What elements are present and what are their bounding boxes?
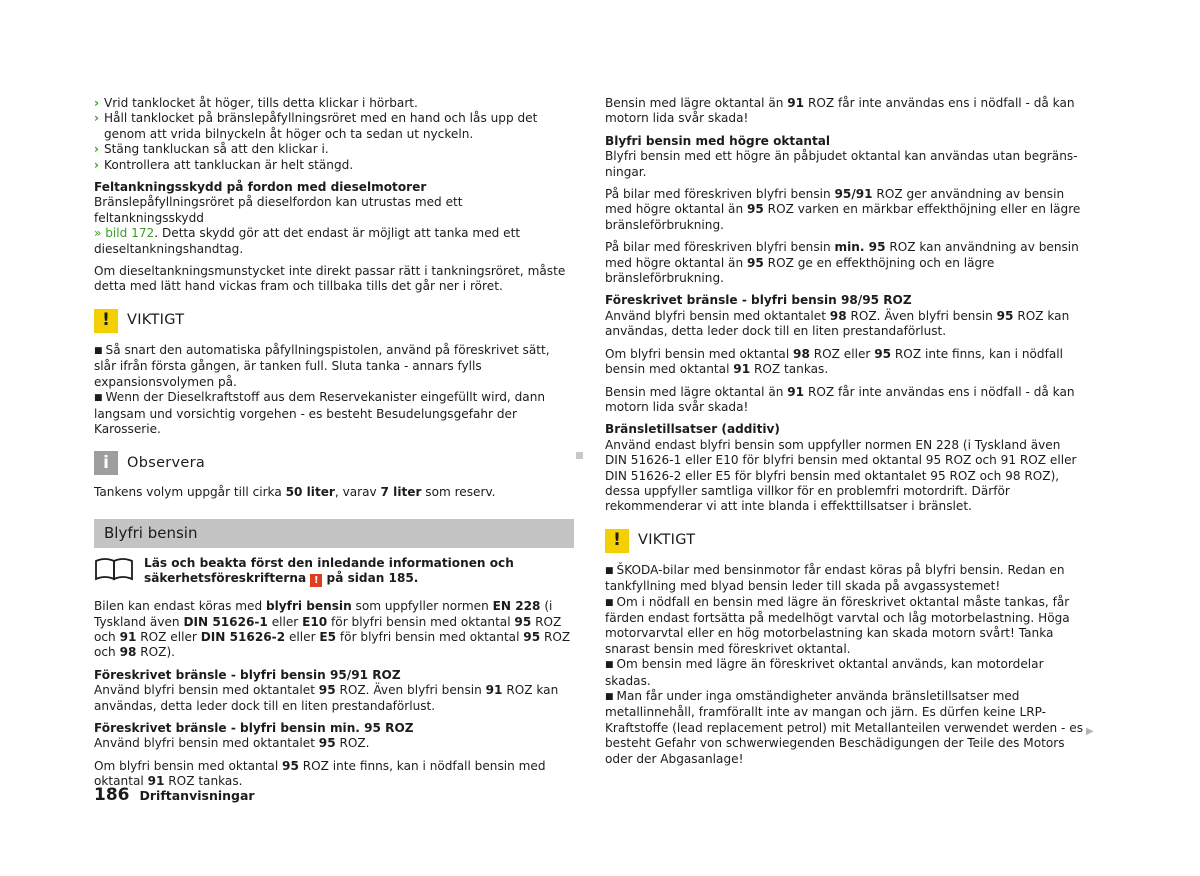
text-run: ROZ eller	[809, 346, 875, 361]
text-run: blyfri bensin	[266, 599, 352, 614]
text-run: ROZ kan användas, detta leder dock till en liten prestandaförlust.	[605, 308, 1070, 339]
paragraph-additiv: Använd endast blyfri bensin som uppfyller normen EN 228 (i Tyskland även DIN 51626-1 eller E10 för blyfri bensin med oktantal 95 ROZ och 91 ROZ eller DIN 51626-2 eller E5 för blyfri bensin med oktantalet 95 ROZ och 98 ROZ), dessa uppfyller samtliga villkor för en problemfri motordrift. Därför rekommenderar vi att inte blanda i effekttillsatser i bränslet.	[605, 437, 1077, 514]
text-run: 95	[523, 629, 541, 644]
paragraph-9591	[605, 187, 1085, 233]
text-run: Om blyfri bensin med oktantal	[605, 346, 794, 361]
chevron-right-icon: ›	[94, 157, 99, 172]
diesel-heading: Feltankningsskydd på fordon med dieselmotorer	[94, 180, 427, 195]
text-run: ROZ får inte användas ens i nödfall - då kan motorn lida svår skada!	[605, 96, 1075, 126]
diesel-paragraph: Bränslepåfyllningsröret på dieselfordon kan utrustas med ett feltankningsskydd » bild 172. Detta skydd gör att det endast är möjligt att tanka med ett dieseltankningshandtag.	[94, 195, 521, 256]
warning-item: ■ Så snart den automatiska påfyllningspistolen, använd på föreskrivet sätt, slår ifrån första gången, är tanken full. Sluta tanka - annars fylls expansionsvolymen på.	[94, 342, 550, 389]
list-item: › Håll tanklocket på bränslepåfyllningsröret med en hand och lås upp det genom att vrida bilnyckeln åt höger och ta sedan ut nyckeln.	[94, 111, 538, 141]
list-item: › Kontrollera att tankluckan är helt stängd.	[94, 157, 354, 172]
warning-item: ■ Man får under inga omständigheter använda bränsletillsatser med metallinnehåll, framförallt inte av mangan och järn. Es dürfen keine LRP-Kraftstoffe (lead replacement petrol) mit Metallanteilen verwendet werden - es besteht Gefahr von schwerwiegenden Beschädigungen der Teile des Motors oder der Abgasanlage!	[605, 689, 1083, 766]
section-heading: Blyfri bensin	[94, 519, 574, 548]
list-item: › Stäng tankluckan så att den klickar i.	[94, 142, 329, 157]
paragraph-top	[605, 96, 1085, 127]
text-run: ROZ inte finns, kan i nödfall bensin med oktantal	[94, 758, 546, 789]
page-number: 186	[94, 785, 130, 805]
right-column	[605, 96, 1085, 767]
warning-item: ■ ŠKODA-bilar med bensinmotor får endast köras på blyfri bensin. Redan en tankfyllning med blyad bensin leder till skada på avgassystemet!	[605, 562, 1065, 594]
text-run: 95	[318, 736, 336, 751]
text-run: eller	[285, 629, 320, 644]
text-run: 95	[874, 346, 892, 361]
safety-reference: Läs och beakta först den inledande informationen och säkerhetsföreskrifterna ! på sidan 185.	[94, 556, 574, 587]
text-run: 95	[996, 308, 1014, 323]
text-run: ROZ varken en märkbar effekthöjning eller en lägre bränsleförbrukning.	[605, 202, 1081, 232]
chevron-right-icon: ›	[94, 142, 99, 157]
left-column	[94, 96, 574, 790]
bullet-icon: ■	[94, 393, 103, 404]
bullet-icon: ■	[605, 597, 614, 608]
text-run: ROZ får inte användas ens i nödfall - då kan motorn lida svår skada!	[605, 384, 1075, 414]
text-run: 91	[787, 96, 805, 110]
text-run: DIN 51626-2	[200, 629, 286, 644]
paragraph-9895	[605, 309, 1085, 340]
text-run: Använd blyfri bensin med oktantalet	[605, 308, 830, 323]
paragraph-min95	[605, 240, 1085, 286]
text-run: 98	[793, 346, 810, 361]
continue-arrow-icon: ▶	[1086, 726, 1094, 737]
box-title: VIKTIGT	[638, 532, 696, 549]
text-run: Bensin med lägre oktantal än	[605, 96, 788, 110]
bullet-icon: ■	[605, 660, 614, 671]
figure-link[interactable]: » bild 172	[94, 226, 155, 241]
text-run: Använd blyfri bensin med oktantalet	[94, 736, 319, 751]
text-run: Bilen kan endast köras med	[94, 599, 266, 614]
text-run: för blyfri bensin med oktantal	[327, 614, 515, 629]
text-run: På bilar med föreskriven blyfri bensin	[605, 240, 835, 255]
warning-item: ■ Om i nödfall en bensin med lägre än föreskrivet oktantal måste tankas, får färden endast fortsätta på medelhögt varvtal och låg motorbelastning. Höga motorvarvtal eller en hög motorbelastning kan skada motorn svårt! Tanka snarast bensin med föreskrivet oktantal.	[605, 594, 1070, 656]
text-run: 95/91	[834, 187, 873, 202]
warning-item: ■ Wenn der Dieselkraftstoff aus dem Reservekanister eingefüllt wird, dann langsam und vorsichtig vorgehen - es besteht Besudelungsgefahr der Karosserie.	[94, 390, 546, 436]
text-run: 91	[119, 629, 137, 644]
text-run: ROZ ger användning av bensin med högre oktantal än	[605, 187, 1065, 217]
subheading-hogre: Blyfri bensin med högre oktantal	[605, 133, 831, 148]
warning-item: ■ Om bensin med lägre än föreskrivet oktantal används, kan motordelar skadas.	[605, 657, 1044, 688]
text-run: På bilar med föreskriven blyfri bensin	[605, 187, 835, 202]
box-title: VIKTIGT	[127, 312, 185, 329]
paragraph-9591	[94, 683, 574, 714]
text-run: som uppfyller normen	[351, 599, 493, 614]
book-icon	[94, 557, 134, 581]
bullet-icon: ■	[94, 345, 103, 356]
chevron-right-icon: ›	[94, 111, 99, 126]
text-run: 91	[147, 774, 165, 789]
text-run: 95	[746, 255, 764, 270]
text-run: ROZ inte finns, kan i nödfall bensin med oktantal	[605, 346, 1063, 377]
text-run: DIN 51626-1	[183, 614, 268, 629]
text-run: 98	[829, 308, 847, 323]
warning-icon: !	[94, 309, 118, 333]
text-run: ROZ kan användas, detta leder dock till en liten prestandaförlust.	[94, 683, 559, 713]
bullet-icon: ■	[605, 565, 614, 576]
text-run: 95	[282, 758, 299, 773]
text-run: ROZ. Även blyfri bensin	[335, 683, 486, 698]
list-item: › Vrid tanklocket åt höger, tills detta klickar i hörbart.	[94, 96, 418, 110]
box-title: Observera	[127, 454, 206, 471]
text-run: ROZ.	[335, 736, 370, 751]
text-run: 95	[318, 683, 336, 698]
viktigt-box-header	[605, 529, 1085, 553]
chevron-right-icon: ›	[94, 96, 99, 110]
text-run: ROZ tankas.	[750, 362, 829, 377]
paragraph-98or95	[605, 347, 1085, 378]
text-run: 91	[787, 384, 805, 399]
text-run: 95	[746, 202, 764, 217]
subheading-min95: Föreskrivet bränsle - blyfri bensin min. 95 ROZ	[94, 720, 414, 735]
subheading-9895: Föreskrivet bränsle - blyfri bensin 98/95 ROZ	[605, 293, 912, 308]
text-run: ROZ och	[94, 629, 571, 660]
text-run: eller	[267, 614, 303, 629]
text-run: Använd blyfri bensin med oktantalet	[94, 683, 319, 698]
blyfri-paragraph	[94, 599, 574, 661]
bullet-icon: ■	[605, 692, 614, 702]
observera-box-header	[94, 451, 574, 475]
subheading-9591: Föreskrivet bränsle - blyfri bensin 95/91 ROZ	[94, 667, 401, 682]
page-footer	[94, 785, 255, 805]
text-run: ROZ ge en effekthöjning och en lägre bränsleförbrukning.	[605, 255, 995, 286]
text-run: E10	[302, 614, 328, 629]
paragraph-min95	[94, 736, 574, 751]
text-run: (i Tyskland även	[94, 599, 553, 629]
text-run: ROZ. Även blyfri bensin	[846, 308, 997, 323]
viktigt-box-header	[94, 309, 574, 333]
warning-mark-icon: !	[310, 574, 322, 587]
text-run: ROZ tankas.	[164, 774, 243, 789]
paragraph-hogre: Blyfri bensin med ett högre än påbjudet oktantal kan användas utan begränsningar.	[605, 149, 1078, 179]
text-run: 91	[485, 683, 503, 698]
text-run: ROZ eller	[136, 629, 201, 644]
subheading-additiv: Bränsletillsatser (additiv)	[605, 422, 780, 437]
section-name: Driftanvisningar	[139, 788, 255, 803]
text-run: Om blyfri bensin med oktantal	[94, 758, 283, 773]
text-run: min. 95	[834, 240, 886, 255]
step-list	[94, 96, 574, 173]
text-run: EN 228	[492, 599, 541, 614]
info-icon: i	[94, 451, 118, 475]
text-run: 95	[514, 614, 532, 629]
diesel-paragraph-2: Om dieseltankningsmunstycket inte direkt passar rätt i tankningsröret, måste detta med lätt hand vickas fram och tillbaka tills det går ner i röret.	[94, 264, 566, 294]
section-end-marker	[576, 452, 583, 459]
text-run: Bensin med lägre oktantal än	[605, 384, 788, 399]
paragraph-lower	[605, 385, 1085, 416]
warning-icon: !	[605, 529, 629, 553]
text-run: 98	[119, 645, 137, 660]
text-run: E5	[319, 629, 337, 644]
text-run: för blyfri bensin med oktantal	[336, 629, 524, 644]
text-run: ROZ).	[136, 645, 176, 660]
observera-text: Tankens volym uppgår till cirka 50 liter, varav 7 liter som reserv.	[94, 485, 496, 500]
text-run: ROZ kan användning av bensin med högre oktantal än	[605, 240, 1079, 270]
text-run: ROZ och	[94, 614, 562, 644]
text-run: 91	[733, 362, 751, 377]
